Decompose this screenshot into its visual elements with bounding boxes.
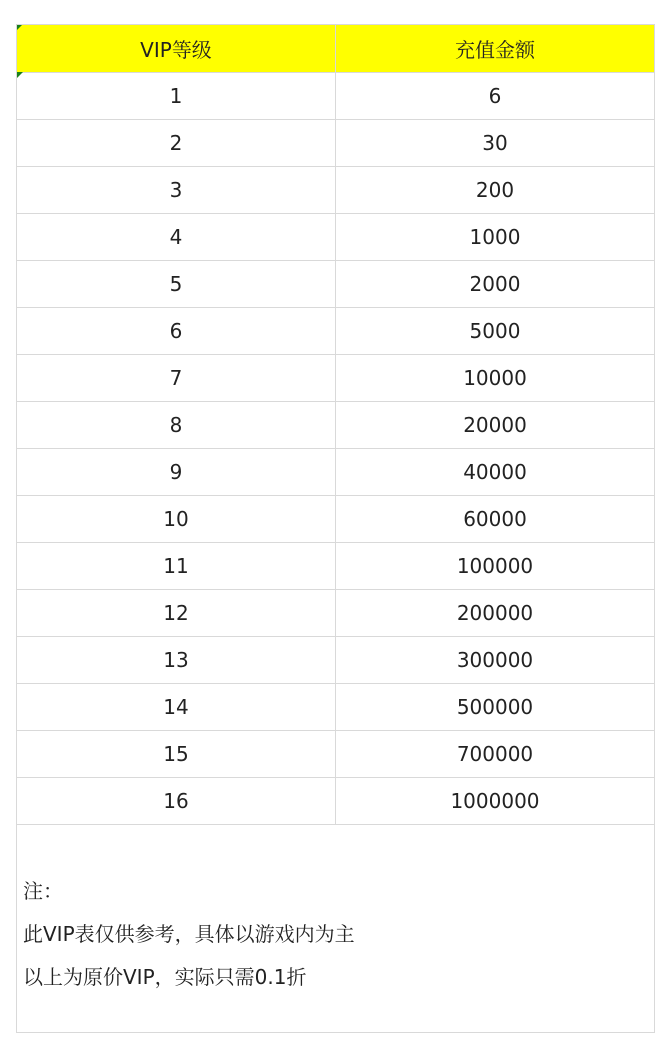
recharge-amount-cell[interactable]: 5000 (336, 308, 655, 355)
vip-level-cell[interactable]: 11 (17, 543, 336, 590)
recharge-amount-cell[interactable]: 20000 (336, 402, 655, 449)
recharge-amount-cell[interactable]: 6 (336, 73, 655, 120)
recharge-amount-cell[interactable]: 60000 (336, 496, 655, 543)
table-header-row (17, 25, 654, 73)
vip-level-cell[interactable]: 6 (17, 308, 336, 355)
recharge-amount-cell[interactable]: 200 (336, 167, 655, 214)
vip-table (17, 24, 654, 825)
header-recharge-amount[interactable] (336, 25, 655, 73)
table-row (17, 261, 654, 308)
recharge-amount-cell[interactable]: 10000 (336, 355, 655, 402)
table-row (17, 308, 654, 355)
header-label: VIP等级 (140, 38, 212, 62)
header-vip-level[interactable] (17, 25, 336, 73)
vip-level-cell[interactable]: 13 (17, 637, 336, 684)
vip-level-cell[interactable]: 2 (17, 120, 336, 167)
cell-comment-marker (17, 25, 22, 30)
table-row (17, 355, 654, 402)
table-row (17, 496, 654, 543)
vip-level-cell[interactable]: 5 (17, 261, 336, 308)
table-row (17, 214, 654, 261)
notes-line: 此VIP表仅供参考，具体以游戏内为主 (23, 922, 355, 946)
vip-level-cell[interactable]: 1 (17, 73, 336, 120)
table-row (17, 73, 654, 120)
table-row (17, 402, 654, 449)
vip-level-cell[interactable]: 10 (17, 496, 336, 543)
vip-level-cell[interactable]: 9 (17, 449, 336, 496)
vip-level-cell[interactable]: 16 (17, 778, 336, 825)
recharge-amount-cell[interactable]: 100000 (336, 543, 655, 590)
vip-level-cell[interactable]: 12 (17, 590, 336, 637)
vip-level-cell[interactable]: 14 (17, 684, 336, 731)
vip-level-cell[interactable]: 7 (17, 355, 336, 402)
table-row (17, 543, 654, 590)
recharge-amount-cell[interactable]: 700000 (336, 731, 655, 778)
table-row (17, 778, 654, 825)
recharge-amount-cell[interactable]: 300000 (336, 637, 655, 684)
vip-sheet (16, 24, 655, 1033)
recharge-amount-cell[interactable]: 1000000 (336, 778, 655, 825)
table-row (17, 590, 654, 637)
table-row (17, 449, 654, 496)
recharge-amount-cell[interactable]: 500000 (336, 684, 655, 731)
table-body (17, 73, 654, 825)
header-label: 充值金额 (455, 38, 535, 62)
vip-level-cell[interactable]: 15 (17, 731, 336, 778)
recharge-amount-cell[interactable]: 200000 (336, 590, 655, 637)
notes-cell[interactable] (17, 825, 654, 1033)
vip-level-cell[interactable]: 8 (17, 402, 336, 449)
table-row (17, 120, 654, 167)
vip-level-cell[interactable]: 3 (17, 167, 336, 214)
table-row (17, 637, 654, 684)
notes-line: 以上为原价VIP，实际只需0.1折 (23, 965, 307, 989)
recharge-amount-cell[interactable]: 30 (336, 120, 655, 167)
notes-title: 注： (23, 879, 63, 903)
cell-comment-marker (17, 72, 23, 78)
table-row (17, 731, 654, 778)
table-row (17, 167, 654, 214)
recharge-amount-cell[interactable]: 1000 (336, 214, 655, 261)
table-row (17, 684, 654, 731)
recharge-amount-cell[interactable]: 40000 (336, 449, 655, 496)
vip-level-cell[interactable]: 4 (17, 214, 336, 261)
recharge-amount-cell[interactable]: 2000 (336, 261, 655, 308)
